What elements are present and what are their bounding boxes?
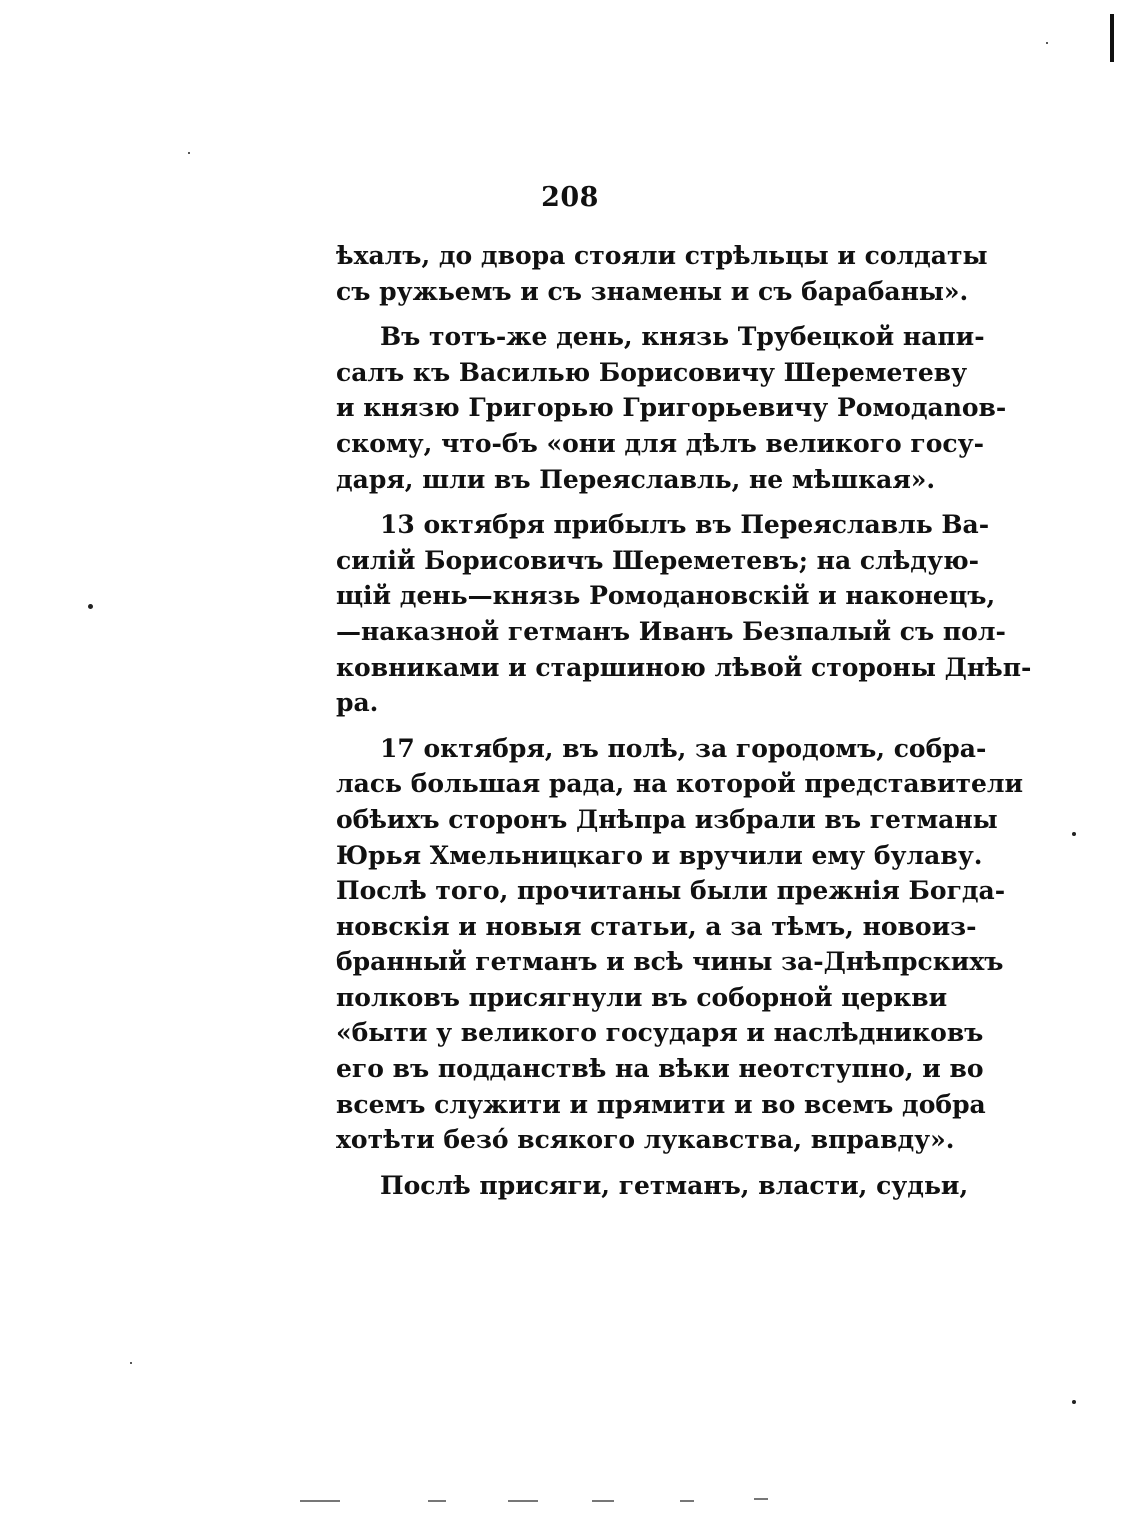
text-line: лась большая рада, на которой представители — [336, 769, 1024, 799]
scan-speck — [130, 1362, 132, 1364]
text-line: «быти у великого государя и наслѣдниковъ — [336, 1018, 984, 1048]
text-line: —наказной гетманъ Иванъ Безпалый съ пол- — [336, 616, 1006, 646]
text-line: хотѣти безо́ всякого лукавства, вправду». — [336, 1125, 955, 1155]
paragraph — [336, 319, 1007, 497]
scan-speck — [1046, 42, 1048, 44]
text-line: бранный гетманъ и всѣ чины за-Днѣпрскихъ — [336, 947, 1004, 977]
scan-dash — [428, 1500, 446, 1502]
scan-dash — [754, 1498, 768, 1500]
paragraph — [336, 1168, 969, 1204]
text-line: Юрья Хмельницкаго и вручили ему булаву. — [336, 840, 983, 870]
text-line: салъ къ Василью Борисовичу Шереметеву — [336, 357, 968, 387]
scan-dash — [508, 1500, 538, 1502]
text-line: полковъ присягнули въ соборной церкви — [336, 982, 948, 1012]
paragraph — [336, 507, 1032, 721]
scan-speck — [88, 604, 93, 609]
text-line: и князю Григорью Григорьевичу Ромодanов- — [336, 393, 1007, 423]
text-line: всемъ служити и прямити и во всемъ добра — [336, 1089, 986, 1119]
scan-dash — [680, 1500, 694, 1502]
text-line: ра. — [336, 688, 379, 718]
scan-speck — [1072, 1400, 1076, 1404]
scan-edge-mark — [1110, 14, 1114, 62]
text-line: ковниками и старшиною лѣвой стороны Днѣп- — [336, 652, 1032, 682]
scan-speck — [1072, 832, 1076, 836]
text-line: скому, что-бъ «они для дѣлъ великого госу- — [336, 428, 984, 458]
text-line: Послѣ присяги, гетманъ, власти, судьи, — [380, 1170, 969, 1200]
scan-dash — [592, 1500, 614, 1502]
scan-dash — [300, 1500, 340, 1502]
page-number: 208 — [541, 182, 599, 213]
text-line: съ ружьемъ и съ знамены и съ барабаны». — [336, 276, 969, 306]
paragraph — [336, 238, 988, 309]
text-line: 17 октября, въ полѣ, за городомъ, собра- — [380, 733, 987, 763]
text-line: новскія и новыя статьи, а за тѣмъ, новоиз- — [336, 911, 977, 941]
paragraph — [336, 731, 1024, 1158]
text-line: Послѣ того, прочитаны были прежнія Богда- — [336, 876, 1006, 906]
scan-speck — [188, 152, 190, 154]
text-line: его въ подданствѣ на вѣки неотступно, и во — [336, 1054, 984, 1084]
text-line: обѣихъ сторонъ Днѣпра избрали въ гетманы — [336, 804, 998, 834]
text-line: ѣхалъ, до двора стояли стрѣльцы и солдаты — [336, 241, 988, 270]
text-line: силій Борисовичъ Шереметевъ; на слѣдую- — [336, 545, 979, 575]
text-line: 13 октября прибылъ въ Переяславль Ва- — [380, 510, 990, 540]
text-line: даря, шли въ Переяславль, не мѣшкая». — [336, 464, 936, 494]
text-line: Въ тотъ-же день, князь Трубецкой напи- — [380, 322, 985, 352]
text-line: щій день—князь Ромодановскій и наконецъ, — [336, 581, 996, 611]
body-text — [336, 238, 1032, 1203]
